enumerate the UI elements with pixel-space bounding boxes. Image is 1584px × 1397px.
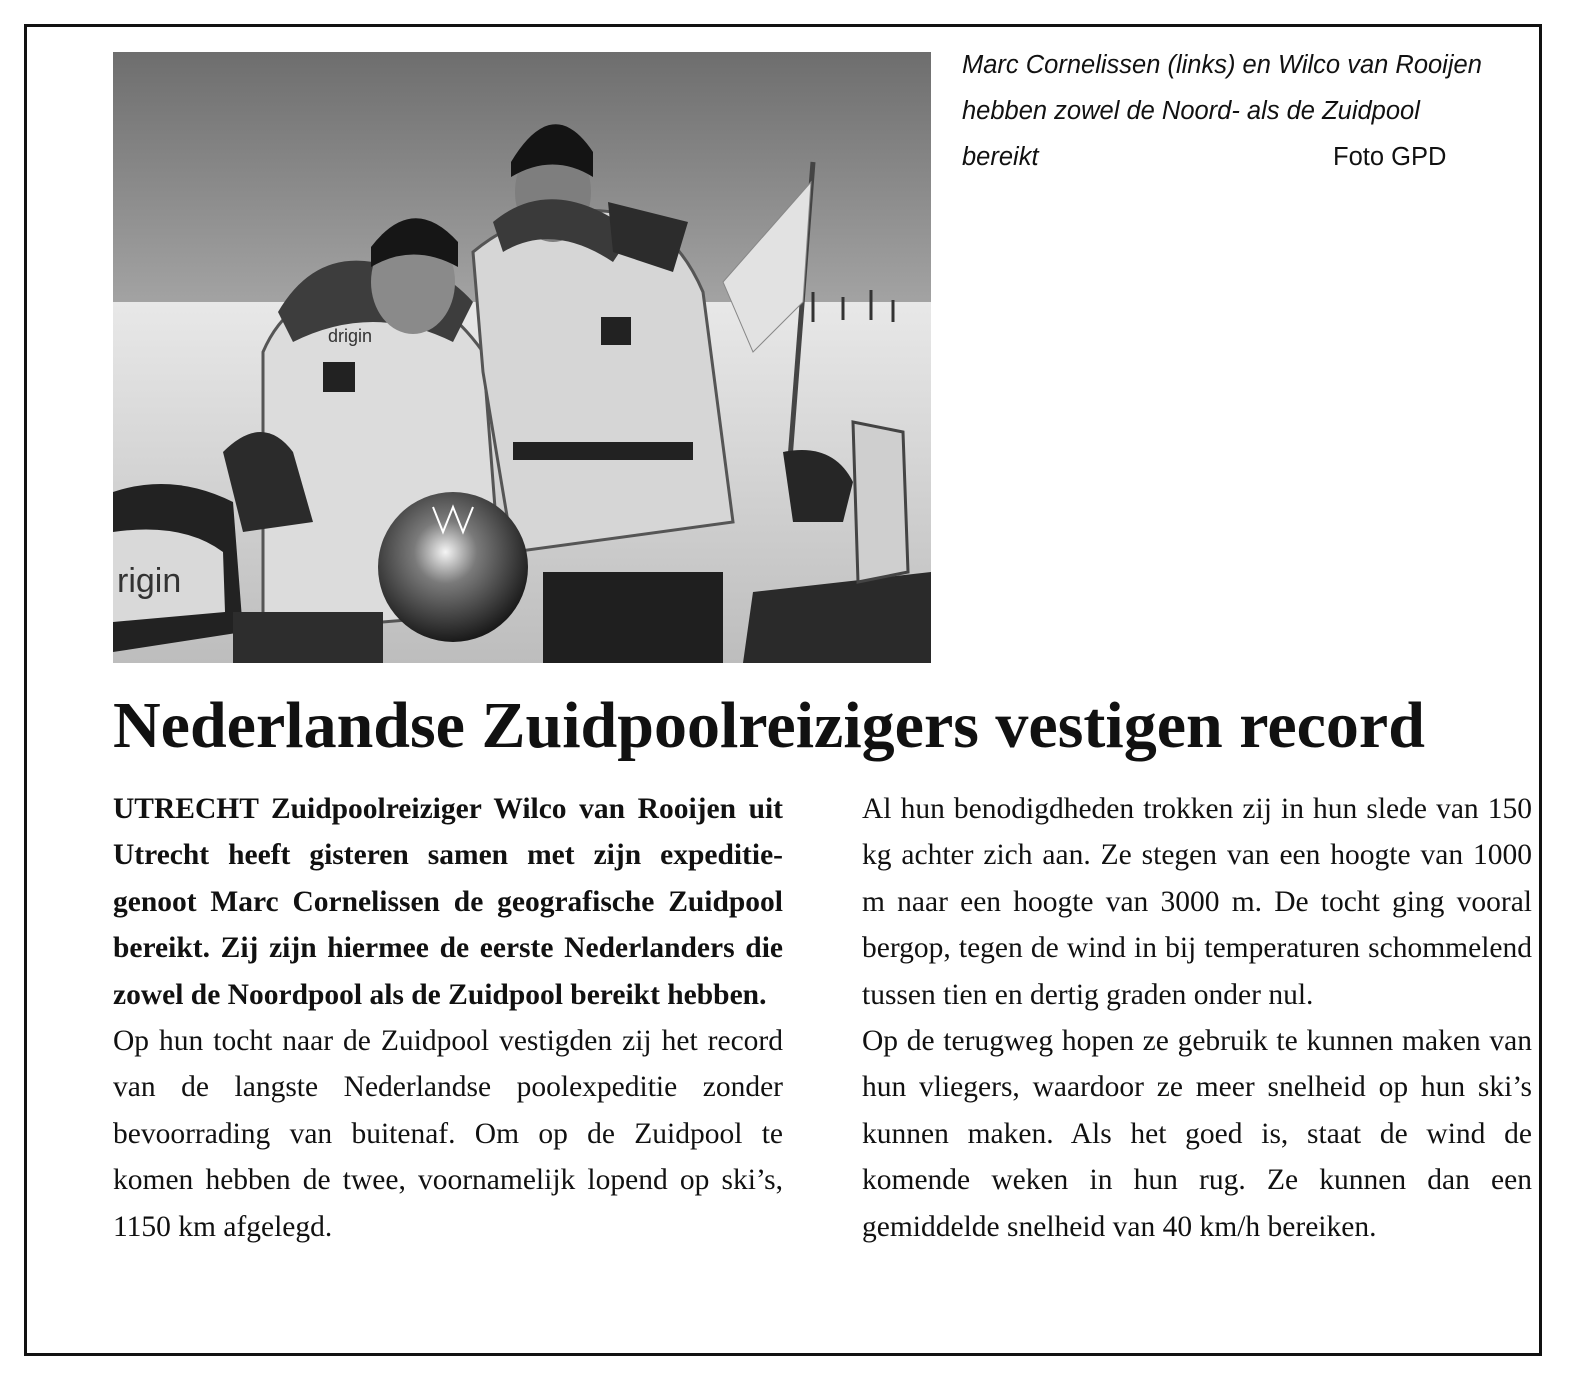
photo-caption — [962, 42, 1502, 180]
article-column-right — [862, 786, 1532, 1250]
article-lead: UTRECHT Zuidpoolreiziger Wilco van Rooijen uit Utrecht heeft gisteren samen met zijn expeditie-genoot Marc Cornelissen de geografische Zuidpool bereikt. Zij zijn hiermee de eerste Nederlanders die zowel de Noordpool als de Zuidpool bereikt hebben. — [113, 793, 783, 1011]
article-headline: Nederlandse Zuidpoolreizigers vestigen record — [113, 689, 1425, 762]
article-paragraph-3: Op de terugweg hopen ze gebruik te kunnen maken van hun vliegers, waardoor ze meer snelheid op hun ski’s kunnen maken. Als het goed is, staat de wind de komende weken in hun rug. Ze kunnen dan een gemiddelde snelheid van 40 km/h bereiken. — [862, 1025, 1532, 1243]
expedition-photo-image — [113, 52, 931, 663]
article-paragraph-2: Al hun benodigdheden trokken zij in hun slede van 150 kg achter zich aan. Ze stegen van een hoogte van 1000 m naar een hoogte van 3000 m. De tocht ging vooral bergop, tegen de wind in bij temperaturen schommelend tussen tien en dertig graden onder nul. — [862, 793, 1532, 1011]
photo-credit: Foto GPD — [1333, 143, 1447, 171]
caption-text: Marc Cornelissen (links) en Wilco van Rooijen hebben zowel de Noord- als de Zuidpool bereikt — [962, 51, 1482, 171]
article-paragraph-1: Op hun tocht naar de Zuidpool vestigden zij het record van de langste Nederlandse poolexpeditie zonder bevoorrading van buitenaf. Om op de Zuidpool te komen hebben de twee, voornamelijk lopend op ski’s, 1150 km afgelegd. — [113, 1025, 783, 1243]
article-column-left — [113, 786, 783, 1250]
sled-logo: rigin — [117, 562, 182, 600]
expedition-photo — [113, 52, 931, 663]
jacket-logo: drigin — [328, 326, 373, 346]
